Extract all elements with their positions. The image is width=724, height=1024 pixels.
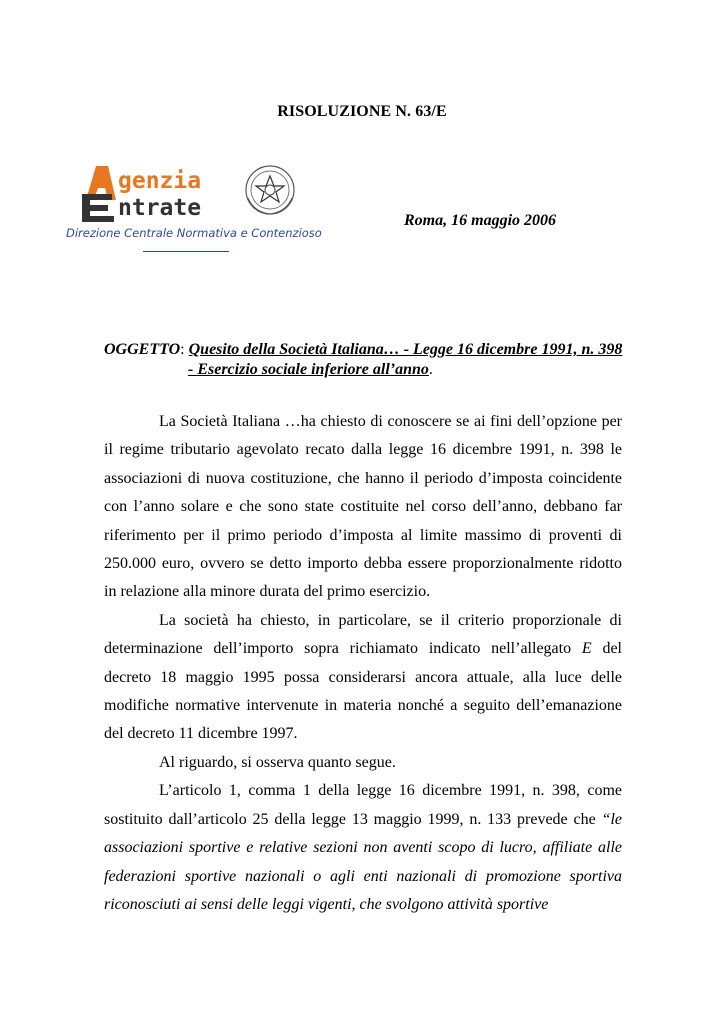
paragraph-1: La Società Italiana …ha chiesto di conoscere se ai fini dell’opzione per il regime tributario agevolato recato dalla legge 16 dicembre 1991, n. 398 le associazioni di nuova costituzione, che hanno il periodo d’imposta coincidente con l’anno solare e che sono state costituite nel corso dell’anno, debbano far riferimento per il primo periodo d’imposta al limite massimo di proventi di 250.000 euro, ovvero se detto importo debba essere proporzionalmente ridotto in relazione alla minore durata del primo esercizio. — [104, 413, 622, 601]
subject-block — [104, 340, 624, 380]
logo-word-ntrate: ntrate — [118, 195, 202, 221]
paragraph-4-quote: “le associazioni sportive e relative sezioni non aventi scopo di lucro, affiliate alle federazioni sportive nazionali o agli enti nazionali di promozione sportiva riconosciuti ai sensi delle leggi vigenti, che svolgono attività sportive — [104, 810, 622, 913]
document-title: RISOLUZIONE N. 63/E — [277, 103, 447, 120]
paragraph-2-part-a: La società ha chiesto, in particolare, se il criterio proporzionale di determinazione dell’importo sopra richiamato indicato nell’allegato — [104, 611, 622, 658]
logo-e-shape — [82, 194, 114, 222]
logo-subtitle: Direzione Centrale Normativa e Contenzioso — [66, 226, 322, 240]
document-body — [104, 408, 622, 919]
subject-line-2: - Esercizio sociale inferiore all’anno — [188, 361, 429, 378]
logo-divider — [143, 251, 229, 252]
paragraph-4-part-a: L’articolo 1, comma 1 della legge 16 dicembre 1991, n. 398, come sostituito dall’articolo 25 della legge 13 maggio 1999, n. 133 prevede che — [104, 782, 622, 828]
paragraph-2-italic: E — [581, 640, 592, 658]
paragraph-2 — [104, 607, 622, 749]
subject-end: . — [428, 361, 433, 378]
paragraph-2-part-b: del decreto 18 maggio 1995 possa considerarsi ancora attuale, alla luce delle modifiche normative intervenute in materia nonché a seguito dell’emanazione del decreto 11 dicembre 1997. — [104, 640, 623, 743]
subject-line-1: Quesito della Società Italiana… - Legge 16 dicembre 1991, n. 398 — [188, 341, 623, 358]
paragraph-3: Al riguardo, si osserva quanto segue. — [159, 753, 396, 771]
logo-word-genzia: genzia — [118, 168, 202, 194]
paragraph-4 — [104, 777, 622, 919]
document-date: Roma, 16 maggio 2006 — [404, 212, 557, 229]
logo-graphic — [72, 160, 332, 230]
subject-label: OGGETTO — [104, 341, 181, 358]
italian-republic-emblem-icon — [246, 166, 294, 214]
subject-separator: : — [180, 341, 189, 358]
